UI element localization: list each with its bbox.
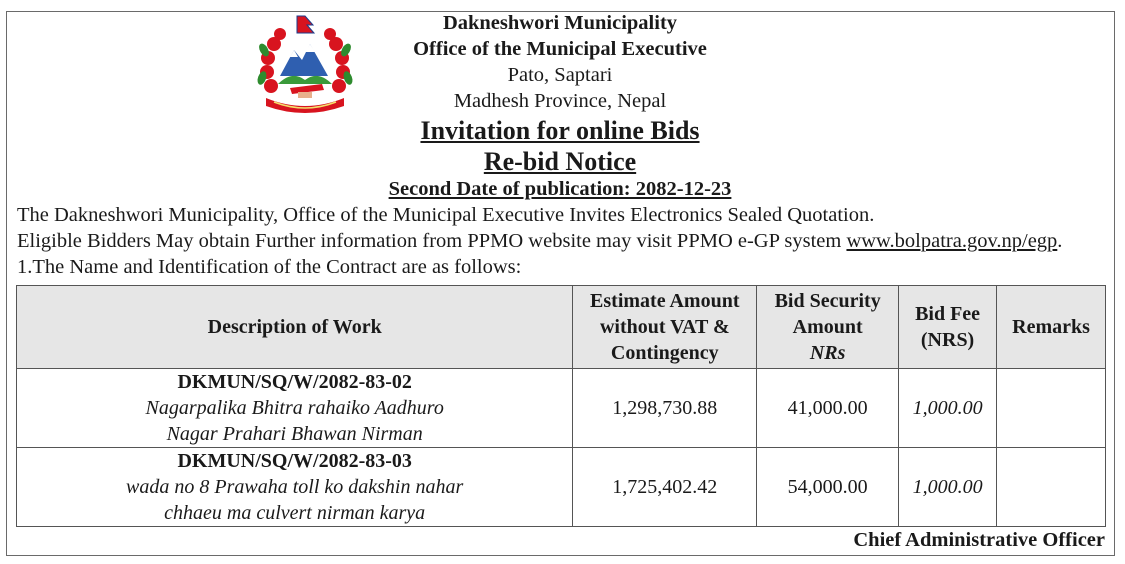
work-name-line: wada no 8 Prawaha toll ko dakshin nahar: [126, 476, 464, 498]
header-description: Description of Work: [17, 286, 573, 369]
remarks-cell: [997, 448, 1106, 527]
table-row: [17, 369, 1106, 448]
notice-title: Invitation for online Bids: [420, 116, 700, 145]
office-name: Office of the Municipal Executive: [413, 38, 707, 60]
work-name-line: Nagarpalika Bhitra rahaiko Aadhuro: [145, 397, 444, 419]
header-remarks: Remarks: [997, 286, 1106, 369]
header-estimate-line: Contingency: [610, 342, 719, 364]
work-name-line: chhaeu ma culvert nirman karya: [164, 502, 426, 524]
organization-name: Dakneshwori Municipality: [442, 12, 678, 34]
info-paragraph: [17, 230, 1062, 253]
header-estimate-line: Estimate Amount: [590, 290, 740, 312]
header-security-line: Bid Security: [774, 290, 881, 312]
table-row: [17, 448, 1106, 527]
info-text-end: .: [1057, 230, 1063, 252]
work-name-line: Nagar Prahari Bhawan Nirman: [166, 423, 423, 445]
header-bid-security: [757, 286, 899, 369]
address-line-1: Pato, Saptari: [507, 64, 613, 86]
info-text: Eligible Bidders May obtain Further information from PPMO website may visit PPMO e-GP system: [17, 230, 847, 252]
table-header-row: [17, 286, 1106, 369]
bid-security-amount: 54,000.00: [757, 448, 899, 527]
contract-id: DKMUN/SQ/W/2082-83-03: [177, 450, 412, 472]
address-line-2: Madhesh Province, Nepal: [453, 90, 667, 112]
bid-security-amount: 41,000.00: [757, 369, 899, 448]
contract-intro: 1.The Name and Identification of the Contract are as follows:: [17, 256, 522, 278]
notice-subtitle: Re-bid Notice: [483, 147, 637, 176]
work-description: [17, 448, 573, 527]
header-estimate-line: without VAT &: [599, 316, 730, 338]
header-security-line: Amount: [792, 316, 863, 338]
remarks-cell: [997, 369, 1106, 448]
bid-table: [16, 285, 1106, 527]
work-description: [17, 369, 573, 448]
signatory: Chief Administrative Officer: [853, 529, 1105, 551]
contract-id: DKMUN/SQ/W/2082-83-02: [177, 371, 412, 393]
egp-link[interactable]: www.bolpatra.gov.np/egp: [846, 230, 1058, 252]
publication-date: Second Date of publication: 2082-12-23: [388, 178, 732, 200]
header-fee-line: (NRS): [920, 329, 975, 351]
bid-fee: 1,000.00: [899, 369, 997, 448]
header-estimate: [573, 286, 757, 369]
header-fee-line: Bid Fee: [915, 303, 981, 325]
estimate-amount: 1,298,730.88: [573, 369, 757, 448]
bid-fee: 1,000.00: [899, 448, 997, 527]
header-security-unit: NRs: [809, 342, 846, 364]
estimate-amount: 1,725,402.42: [573, 448, 757, 527]
header-bid-fee: [899, 286, 997, 369]
intro-paragraph: The Dakneshwori Municipality, Office of the Municipal Executive Invites Electronics Sealed Quotation.: [17, 204, 875, 226]
